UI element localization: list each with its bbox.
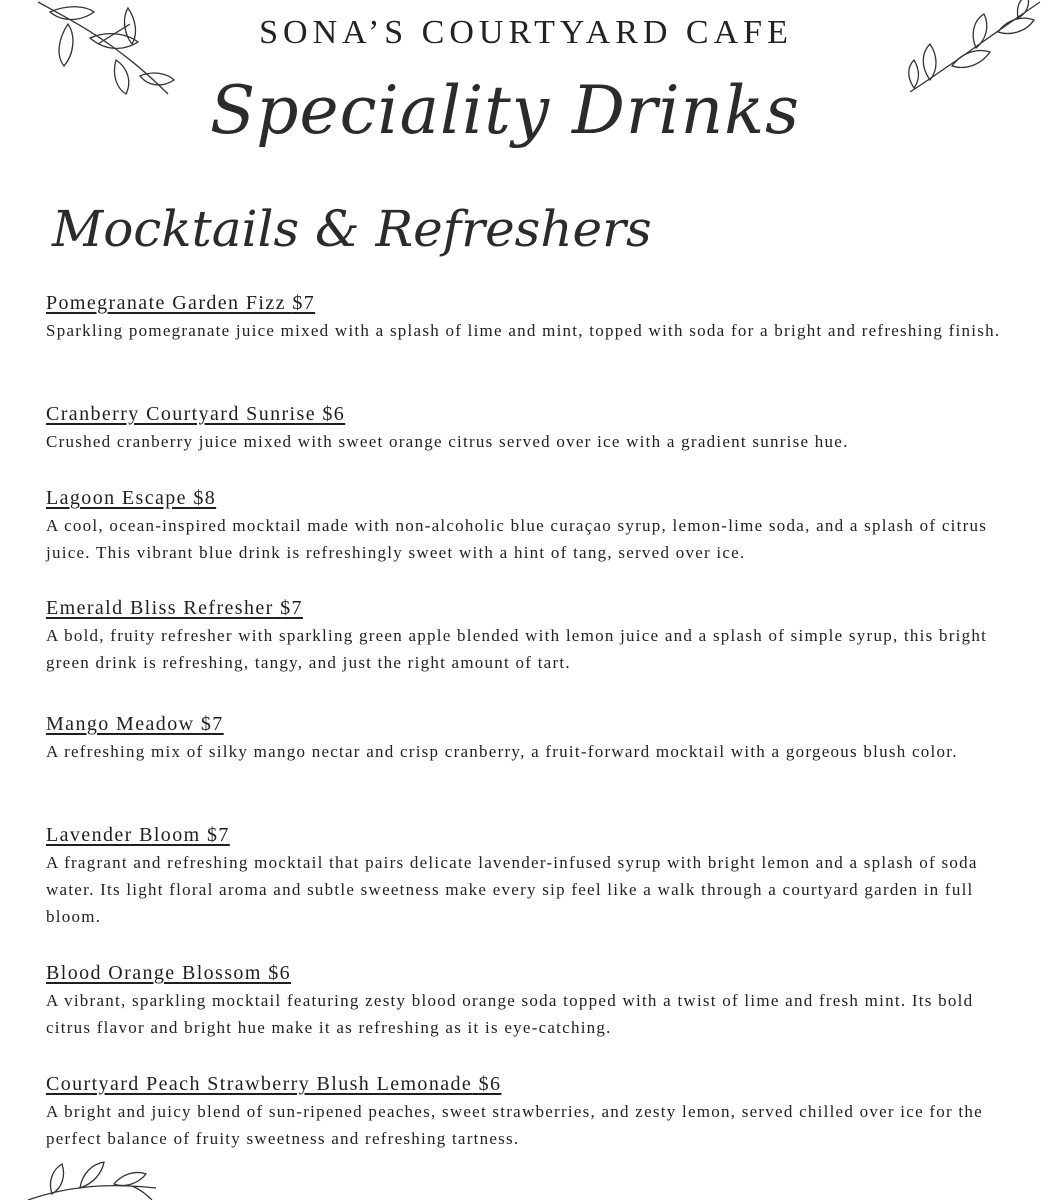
item-price: $7 xyxy=(280,597,303,619)
menu-item xyxy=(46,401,1016,455)
item-name: Emerald Bliss Refresher xyxy=(46,597,274,619)
item-description: A vibrant, sparkling mocktail featuring zesty blood orange soda topped with a twist of lime and fresh mint. Its bold citrus flavor and bright hue make it as refreshing as it is eye-catching. xyxy=(46,991,974,1037)
item-name: Lagoon Escape xyxy=(46,487,187,509)
item-name: Courtyard Peach Strawberry Blush Lemonade xyxy=(46,1073,473,1095)
item-heading xyxy=(46,711,1016,737)
menu-item xyxy=(46,711,1016,765)
item-description: A bold, fruity refresher with sparkling green apple blended with lemon juice and a splash of simple syrup, this bright green drink is refreshing, tangy, and just the right amount of tart. xyxy=(46,626,988,672)
item-heading xyxy=(46,485,1016,511)
cafe-name: SONA’S COURTYARD CAFE xyxy=(259,14,793,51)
leaf-branch-icon xyxy=(22,1158,162,1200)
item-price: $6 xyxy=(322,403,346,425)
item-description: Crushed cranberry juice mixed with sweet orange citrus served over ice with a gradient sunrise hue. xyxy=(46,432,849,451)
menu-title: Speciality Drinks xyxy=(210,72,800,149)
item-price: $7 xyxy=(292,292,316,314)
item-name: Mango Meadow xyxy=(46,713,195,735)
item-price: $7 xyxy=(200,713,224,735)
item-heading xyxy=(46,290,1016,316)
item-description: A cool, ocean-inspired mocktail made with non-alcoholic blue curaçao syrup, lemon-lime soda, and a splash of citrus juice. This vibrant blue drink is refreshingly sweet with a hint of tang, served over ice. xyxy=(46,516,988,562)
item-name: Lavender Bloom xyxy=(46,824,201,846)
item-heading xyxy=(46,595,1016,621)
item-description: A bright and juicy blend of sun-ripened peaches, sweet strawberries, and zesty lemon, served chilled over ice for the perfect balance of fruity sweetness and refreshing tartness. xyxy=(46,1102,983,1148)
section-title: Mocktails & Refreshers xyxy=(52,200,652,258)
item-price: $6 xyxy=(268,962,291,984)
item-price: $7 xyxy=(206,824,230,846)
item-description: Sparkling pomegranate juice mixed with a splash of lime and mint, topped with soda for a bright and refreshing finish. xyxy=(46,321,1001,340)
item-heading xyxy=(46,1071,1016,1097)
item-price: $8 xyxy=(193,487,217,509)
item-name: Pomegranate Garden Fizz xyxy=(46,292,286,314)
item-description: A refreshing mix of silky mango nectar and crisp cranberry, a fruit-forward mocktail with a gorgeous blush color. xyxy=(46,742,958,761)
menu-item xyxy=(46,960,1016,1041)
menu-item xyxy=(46,1071,1016,1152)
menu-item xyxy=(46,595,1016,676)
menu-item xyxy=(46,822,1016,930)
item-heading xyxy=(46,401,1016,427)
menu-item xyxy=(46,485,1016,566)
item-price: $6 xyxy=(478,1073,502,1095)
item-heading xyxy=(46,960,1016,986)
menu-item xyxy=(46,290,1016,344)
item-name: Blood Orange Blossom xyxy=(46,962,262,984)
item-heading xyxy=(46,822,1016,848)
item-name: Cranberry Courtyard Sunrise xyxy=(46,403,316,425)
item-description: A fragrant and refreshing mocktail that pairs delicate lavender-infused syrup with bright lemon and a splash of soda water. Its light floral aroma and subtle sweetness make every sip feel like a walk through a courtyard garden in full bloom. xyxy=(46,853,978,926)
